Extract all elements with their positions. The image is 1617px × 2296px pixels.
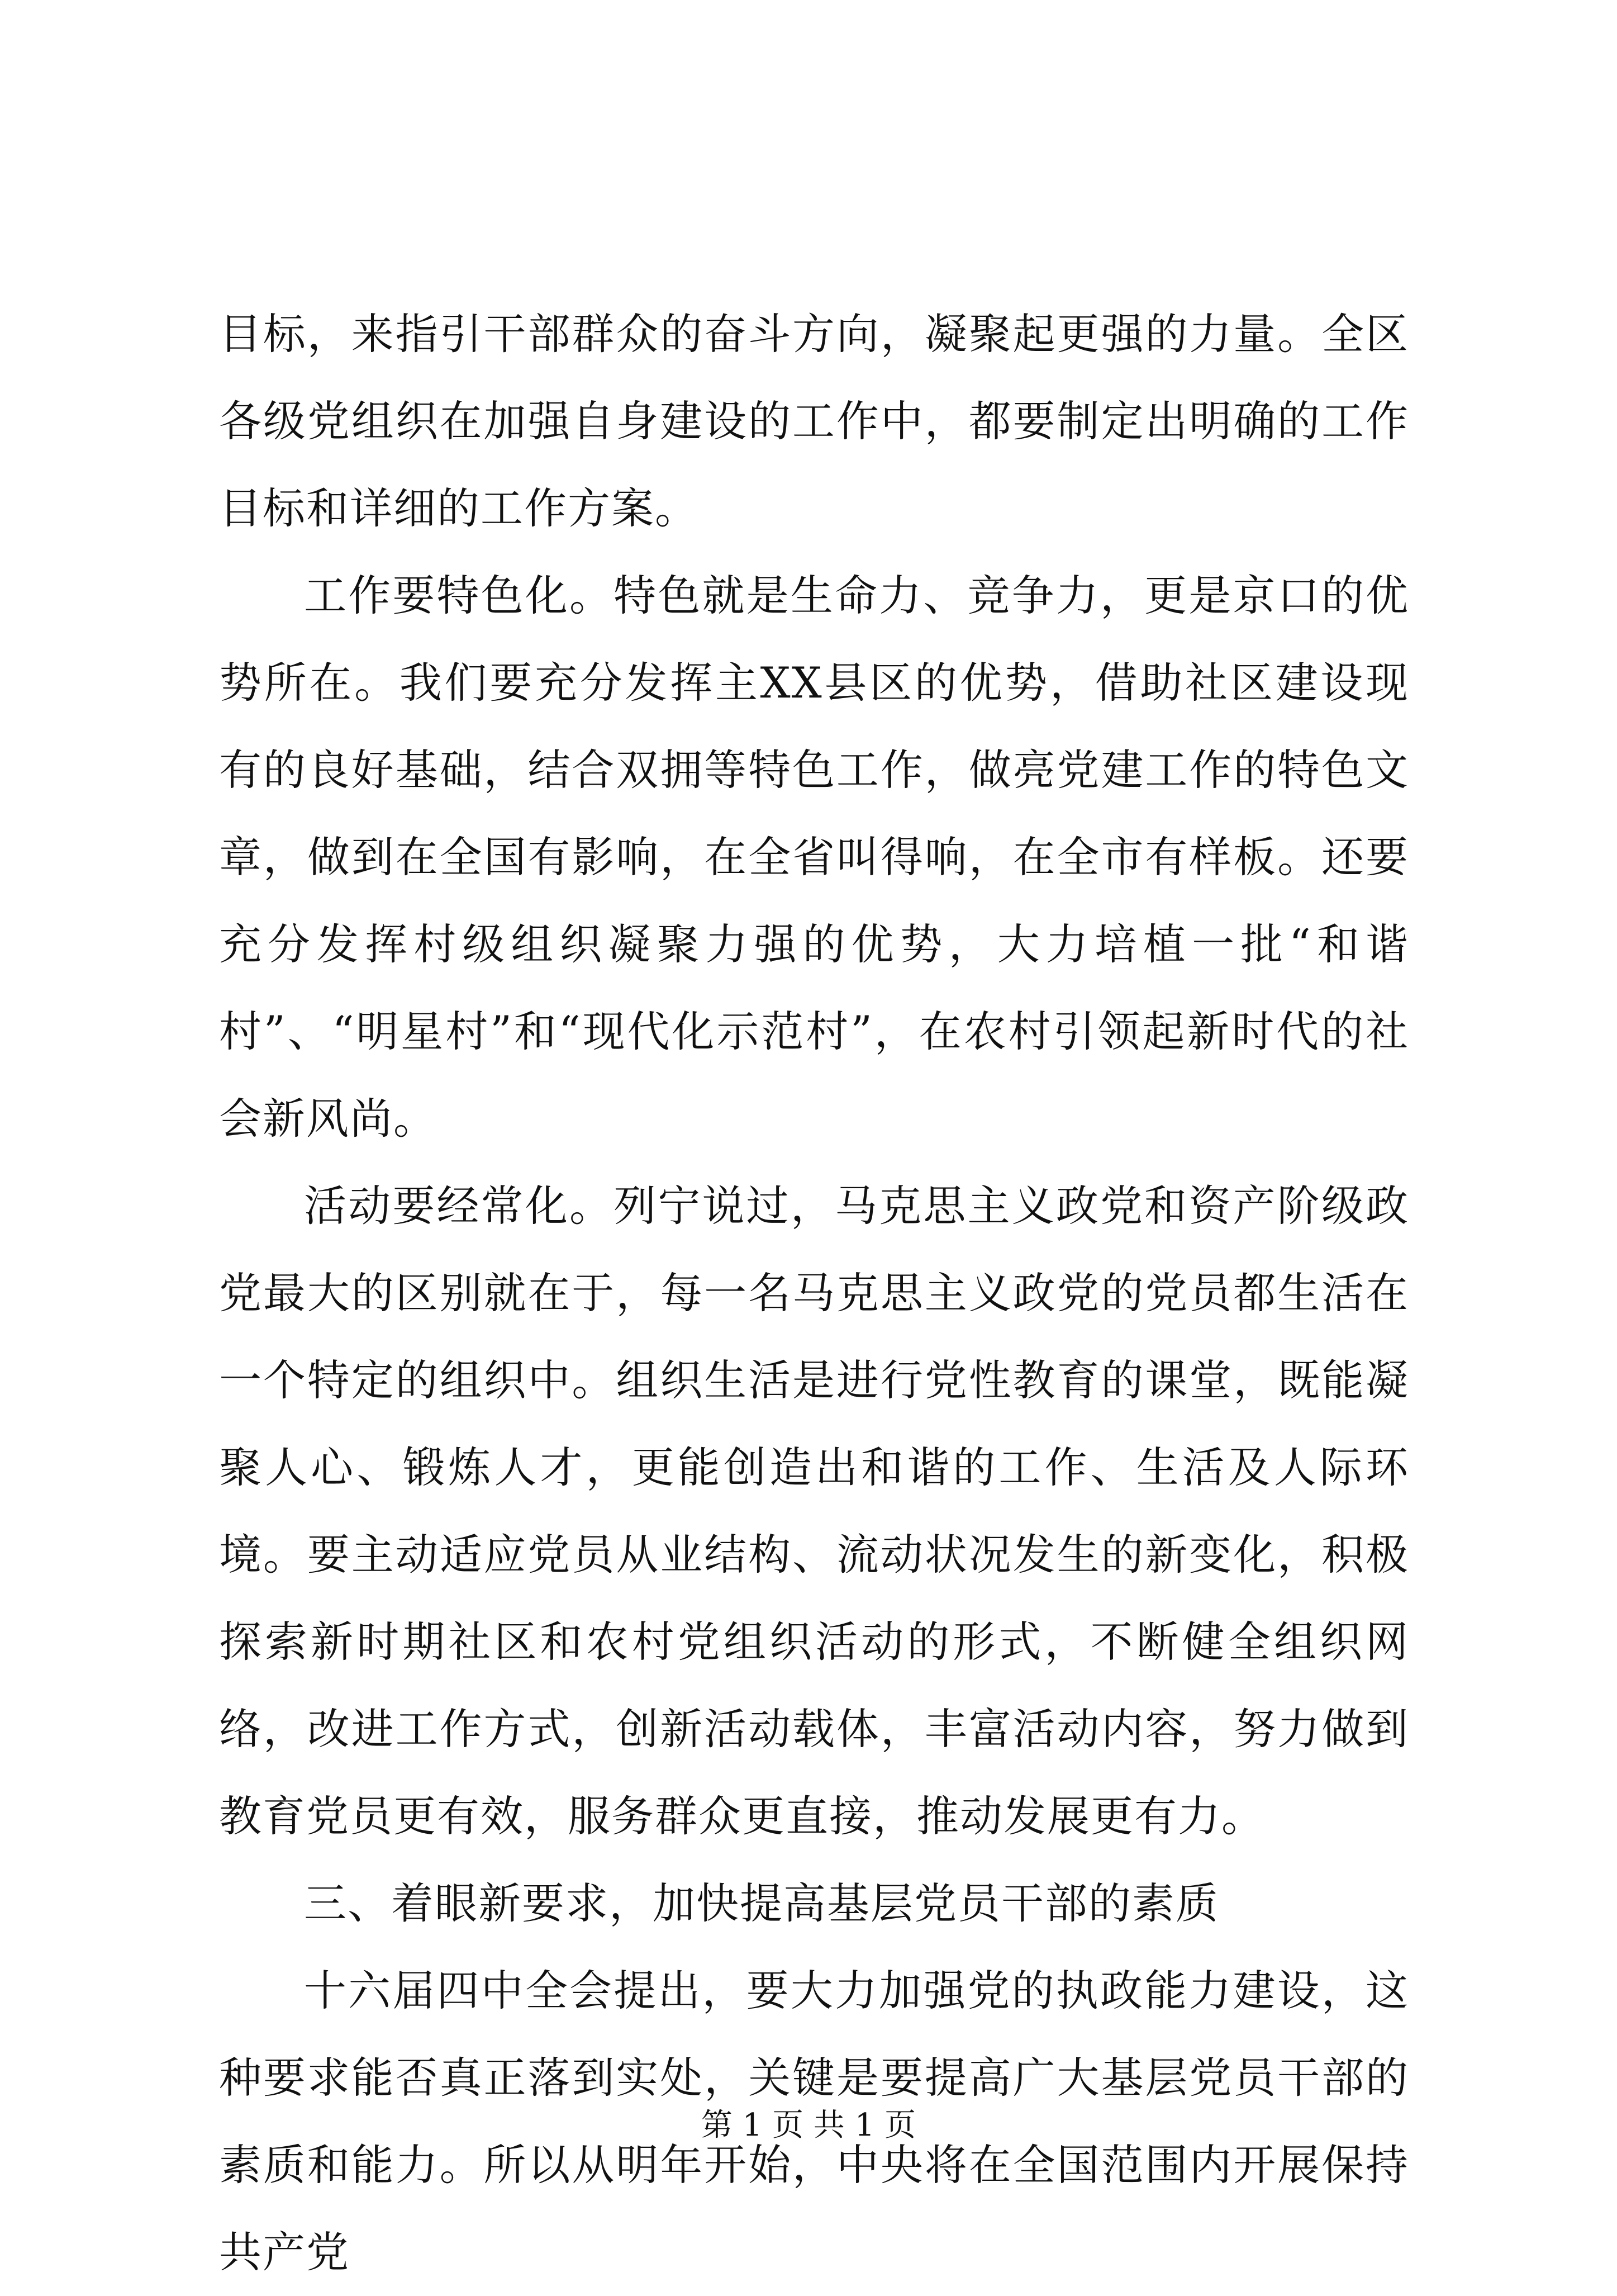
page-number-footer: 第 1 页 共 1 页	[701, 2107, 916, 2143]
paragraph-goal-continuation: 目标，来指引干部群众的奋斗方向，凝聚起更强的力量。全区各级党组织在加强自身建设的工作中，都要制定出明确的工作目标和详细的工作方案。	[219, 309, 1409, 533]
paragraph-work-characteristics: 工作要特色化。特色就是生命力、竞争力，更是京口的优势所在。我们要充分发挥主XX县区的优势，借助社区建设现有的良好基础，结合双拥等特色工作，做亮党建工作的特色文章，做到在全国有影响，在全省叫得响，在全市有样板。还要充分发挥村级组织凝聚力强的优势，大力培植一批“和谐村”、“明星村”和“现代化示范村”，在农村引领起新时代的社会新风尚。	[219, 571, 1409, 1144]
section-heading-three: 三、着眼新要求，加快提高基层党员干部的素质	[304, 1878, 1219, 1928]
paragraph-fourth-plenum: 十六届四中全会提出，要大力加强党的执政能力建设，这种要求能否真正落到实处，关键是要提高广大基层党员干部的素质和能力。所以从明年开始，中央将在全国范围内开展保持共产党	[219, 1966, 1409, 2277]
document-body	[219, 291, 1409, 2296]
paragraph-regular-activities: 活动要经常化。列宁说过，马克思主义政党和资产阶级政党最大的区别就在于，每一名马克思主义政党的党员都生活在一个特定的组织中。组织生活是进行党性教育的课堂，既能凝聚人心、锻炼人才，更能创造出和谐的工作、生活及人际环境。要主动适应党员从业结构、流动状况发生的新变化，积极探索新时期社区和农村党组织活动的形式，不断健全组织网络，改进工作方式，创新活动载体，丰富活动内容，努力做到教育党员更有效，服务群众更直接，推动发展更有力。	[219, 1181, 1409, 1841]
